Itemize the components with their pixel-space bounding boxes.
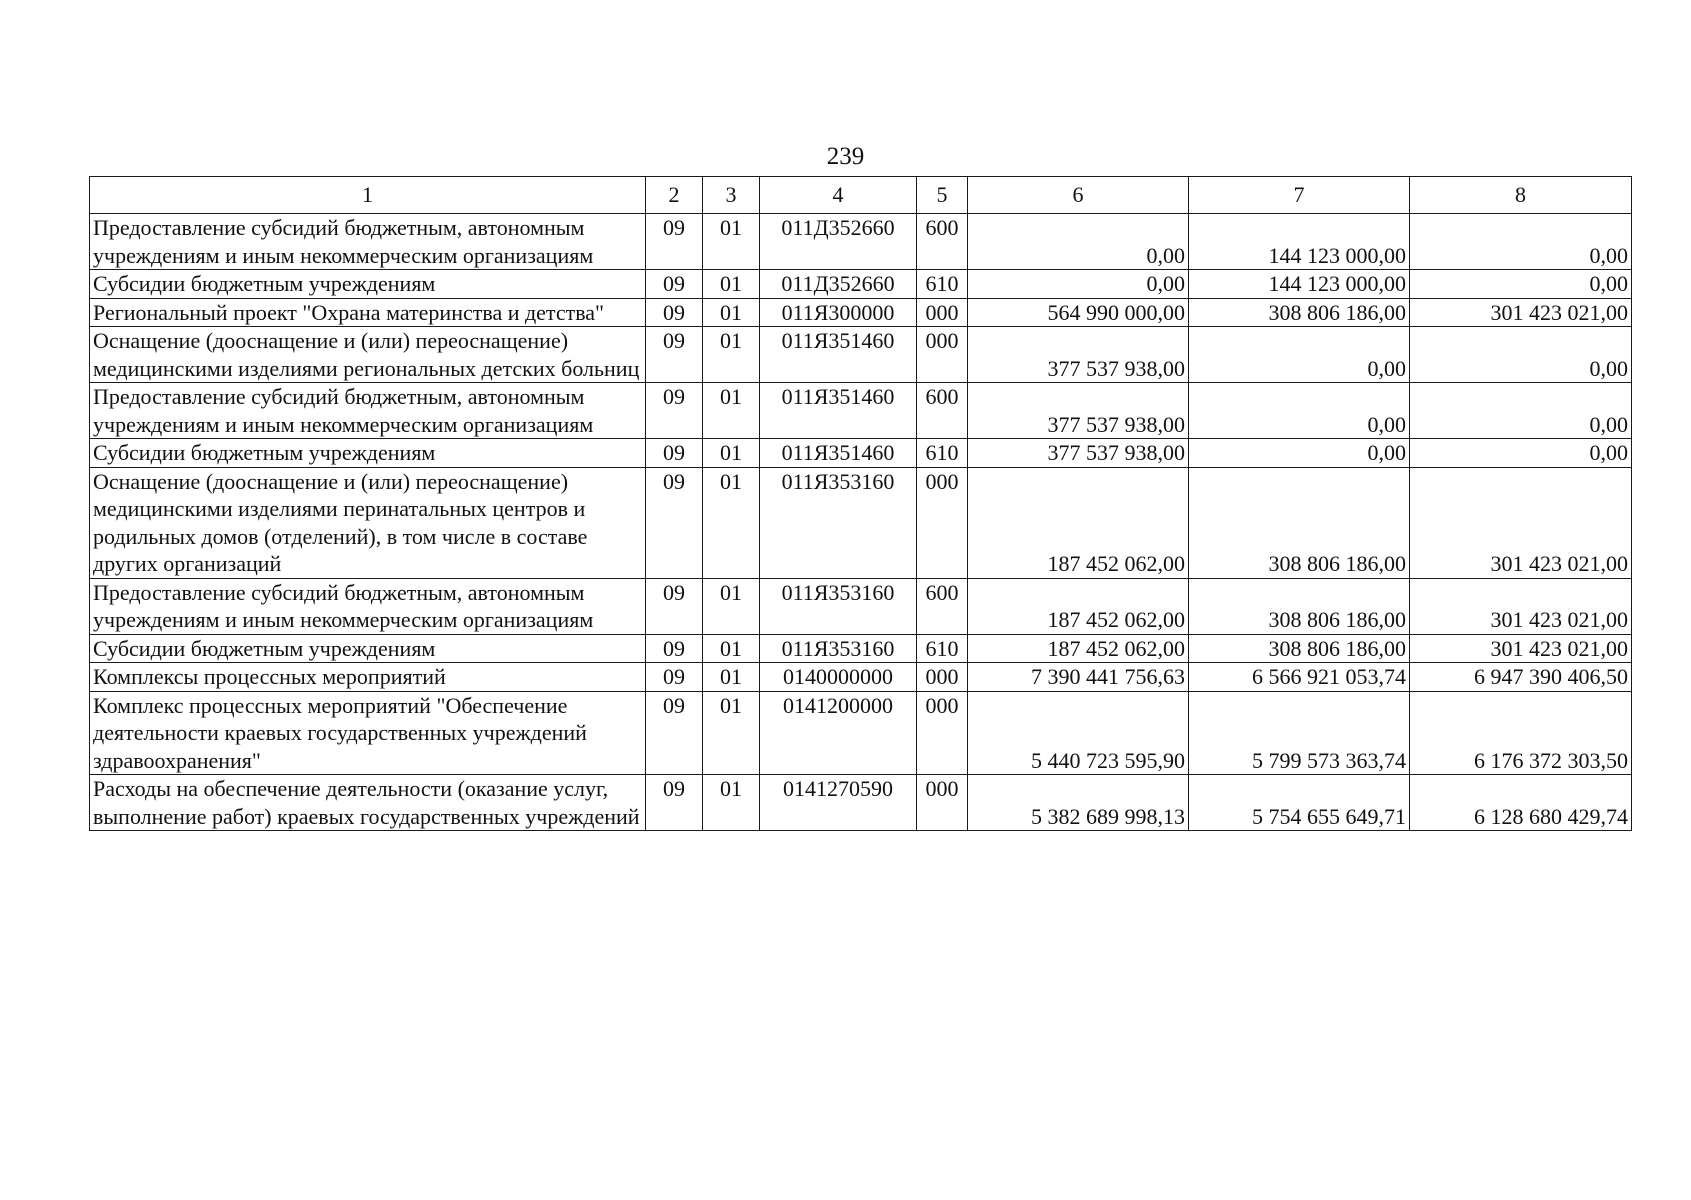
table-row (90, 439, 1632, 468)
expense-name-cell: Субсидии бюджетным учреждениям (90, 439, 646, 468)
expense-type-cell: 610 (917, 439, 968, 468)
subsection-code-cell: 01 (703, 214, 760, 270)
subsection-code-cell: 01 (703, 270, 760, 299)
column-header: 4 (760, 177, 917, 214)
subsection-code-cell: 01 (703, 578, 760, 634)
table-row (90, 383, 1632, 439)
column-header: 3 (703, 177, 760, 214)
expense-name-cell: Субсидии бюджетным учреждениям (90, 634, 646, 663)
amount-col8-cell: 0,00 (1410, 270, 1632, 299)
expense-type-cell: 000 (917, 691, 968, 775)
section-code-cell: 09 (646, 663, 703, 692)
expense-name-cell: Предоставление субсидий бюджетным, автономным учреждениям и иным некоммерческим организациям (90, 578, 646, 634)
amount-col8-cell: 301 423 021,00 (1410, 634, 1632, 663)
target-article-cell: 011Я353160 (760, 578, 917, 634)
subsection-code-cell: 01 (703, 663, 760, 692)
table-row (90, 775, 1632, 831)
amount-col6-cell: 377 537 938,00 (968, 383, 1189, 439)
expense-name-cell: Региональный проект "Охрана материнства и детства" (90, 298, 646, 327)
section-code-cell: 09 (646, 691, 703, 775)
target-article-cell: 0141270590 (760, 775, 917, 831)
amount-col8-cell: 0,00 (1410, 439, 1632, 468)
amount-col8-cell: 0,00 (1410, 327, 1632, 383)
section-code-cell: 09 (646, 578, 703, 634)
amount-col8-cell: 301 423 021,00 (1410, 467, 1632, 578)
section-code-cell: 09 (646, 634, 703, 663)
expense-name-cell: Оснащение (дооснащение и (или) переоснащение) медицинскими изделиями перинатальных центров и родильных домов (отделений), в том числе в составе других организаций (90, 467, 646, 578)
amount-col6-cell: 564 990 000,00 (968, 298, 1189, 327)
amount-col7-cell: 308 806 186,00 (1189, 298, 1410, 327)
section-code-cell: 09 (646, 270, 703, 299)
subsection-code-cell: 01 (703, 327, 760, 383)
column-header: 5 (917, 177, 968, 214)
amount-col6-cell: 0,00 (968, 270, 1189, 299)
amount-col8-cell: 0,00 (1410, 214, 1632, 270)
target-article-cell: 011Я300000 (760, 298, 917, 327)
table-row (90, 634, 1632, 663)
amount-col7-cell: 308 806 186,00 (1189, 634, 1410, 663)
expense-type-cell: 600 (917, 578, 968, 634)
amount-col7-cell: 5 754 655 649,71 (1189, 775, 1410, 831)
column-number-row (90, 177, 1632, 214)
section-code-cell: 09 (646, 383, 703, 439)
expense-name-cell: Предоставление субсидий бюджетным, автономным учреждениям и иным некоммерческим организациям (90, 214, 646, 270)
expense-type-cell: 610 (917, 270, 968, 299)
target-article-cell: 011Д352660 (760, 270, 917, 299)
column-header: 2 (646, 177, 703, 214)
table-row (90, 327, 1632, 383)
expense-type-cell: 610 (917, 634, 968, 663)
subsection-code-cell: 01 (703, 383, 760, 439)
table-row (90, 467, 1632, 578)
amount-col6-cell: 5 440 723 595,90 (968, 691, 1189, 775)
amount-col6-cell: 0,00 (968, 214, 1189, 270)
amount-col6-cell: 187 452 062,00 (968, 634, 1189, 663)
amount-col8-cell: 301 423 021,00 (1410, 578, 1632, 634)
column-header: 7 (1189, 177, 1410, 214)
budget-table (89, 176, 1632, 831)
amount-col6-cell: 377 537 938,00 (968, 439, 1189, 468)
subsection-code-cell: 01 (703, 775, 760, 831)
expense-type-cell: 000 (917, 663, 968, 692)
expense-name-cell: Комплекс процессных мероприятий "Обеспечение деятельности краевых государственных учреждений здравоохранения" (90, 691, 646, 775)
section-code-cell: 09 (646, 214, 703, 270)
amount-col8-cell: 6 176 372 303,50 (1410, 691, 1632, 775)
expense-type-cell: 600 (917, 383, 968, 439)
amount-col6-cell: 187 452 062,00 (968, 578, 1189, 634)
subsection-code-cell: 01 (703, 298, 760, 327)
target-article-cell: 011Я353160 (760, 467, 917, 578)
target-article-cell: 0140000000 (760, 663, 917, 692)
subsection-code-cell: 01 (703, 439, 760, 468)
target-article-cell: 011Я351460 (760, 327, 917, 383)
amount-col6-cell: 7 390 441 756,63 (968, 663, 1189, 692)
expense-type-cell: 000 (917, 775, 968, 831)
table-row (90, 214, 1632, 270)
table-row (90, 270, 1632, 299)
section-code-cell: 09 (646, 775, 703, 831)
page-number: 239 (826, 143, 865, 170)
expense-type-cell: 600 (917, 214, 968, 270)
section-code-cell: 09 (646, 439, 703, 468)
column-header: 1 (90, 177, 646, 214)
amount-col7-cell: 308 806 186,00 (1189, 467, 1410, 578)
expense-name-cell: Расходы на обеспечение деятельности (оказание услуг, выполнение работ) краевых государственных учреждений (90, 775, 646, 831)
table-row (90, 663, 1632, 692)
expense-type-cell: 000 (917, 467, 968, 578)
amount-col7-cell: 0,00 (1189, 383, 1410, 439)
section-code-cell: 09 (646, 467, 703, 578)
expense-name-cell: Оснащение (дооснащение и (или) переоснащение) медицинскими изделиями региональных детских больниц (90, 327, 646, 383)
expense-name-cell: Предоставление субсидий бюджетным, автономным учреждениям и иным некоммерческим организациям (90, 383, 646, 439)
target-article-cell: 011Д352660 (760, 214, 917, 270)
amount-col8-cell: 6 947 390 406,50 (1410, 663, 1632, 692)
amount-col6-cell: 187 452 062,00 (968, 467, 1189, 578)
expense-name-cell: Комплексы процессных мероприятий (90, 663, 646, 692)
table-row (90, 298, 1632, 327)
amount-col6-cell: 5 382 689 998,13 (968, 775, 1189, 831)
subsection-code-cell: 01 (703, 634, 760, 663)
section-code-cell: 09 (646, 298, 703, 327)
column-header: 6 (968, 177, 1189, 214)
subsection-code-cell: 01 (703, 691, 760, 775)
amount-col7-cell: 6 566 921 053,74 (1189, 663, 1410, 692)
amount-col7-cell: 144 123 000,00 (1189, 214, 1410, 270)
expense-name-cell: Субсидии бюджетным учреждениям (90, 270, 646, 299)
amount-col7-cell: 0,00 (1189, 439, 1410, 468)
expense-type-cell: 000 (917, 327, 968, 383)
amount-col7-cell: 308 806 186,00 (1189, 578, 1410, 634)
target-article-cell: 0141200000 (760, 691, 917, 775)
amount-col6-cell: 377 537 938,00 (968, 327, 1189, 383)
amount-col7-cell: 0,00 (1189, 327, 1410, 383)
target-article-cell: 011Я351460 (760, 383, 917, 439)
amount-col8-cell: 6 128 680 429,74 (1410, 775, 1632, 831)
amount-col8-cell: 0,00 (1410, 383, 1632, 439)
target-article-cell: 011Я353160 (760, 634, 917, 663)
section-code-cell: 09 (646, 327, 703, 383)
subsection-code-cell: 01 (703, 467, 760, 578)
table-row (90, 578, 1632, 634)
expense-type-cell: 000 (917, 298, 968, 327)
amount-col7-cell: 5 799 573 363,74 (1189, 691, 1410, 775)
table-row (90, 691, 1632, 775)
amount-col8-cell: 301 423 021,00 (1410, 298, 1632, 327)
target-article-cell: 011Я351460 (760, 439, 917, 468)
amount-col7-cell: 144 123 000,00 (1189, 270, 1410, 299)
column-header: 8 (1410, 177, 1632, 214)
